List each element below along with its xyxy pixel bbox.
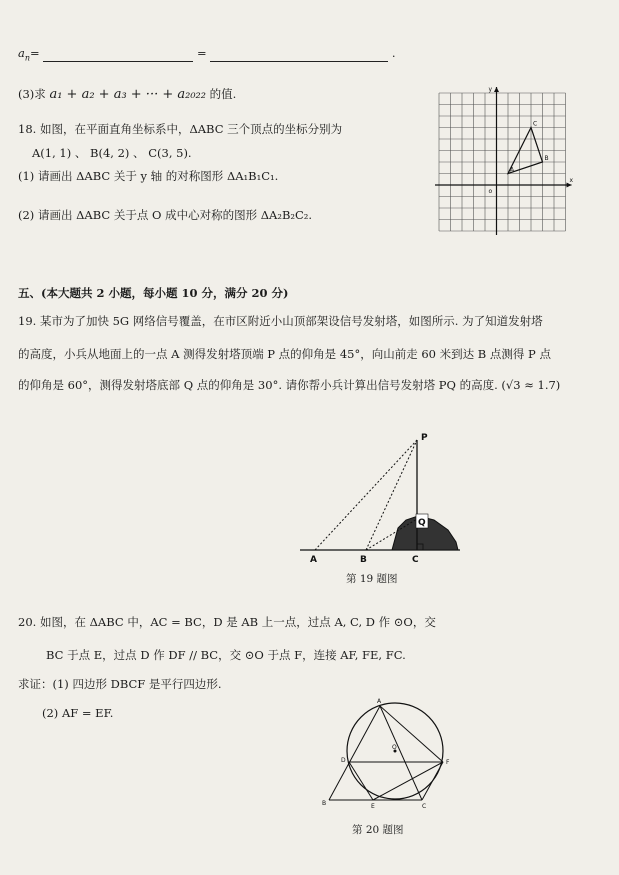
label-o: O: [392, 744, 397, 751]
vertex-label-b: B: [544, 155, 549, 162]
q17-part3: (3)求 a₁ + a₂ + a₃ + ··· + a₂₀₂₂ 的值.: [18, 87, 237, 102]
answer-blank-2[interactable]: [210, 49, 388, 62]
an-formula-line: $a_n=$ = .: [18, 46, 396, 63]
label-q: Q: [418, 518, 426, 528]
q19-line1: 19. 某市为了加快 5G 网络信号覆盖，在市区附近小山顶部架设信号发射塔，如图所示. 为了知道发射塔: [18, 314, 543, 328]
q19-line3: 的仰角是 60°，测得发射塔底部 Q 点的仰角是 30°. 请你帮小兵计算出信号发射塔 PQ 的高度. (√3 ≈ 1.7): [18, 378, 561, 392]
segment-de: [349, 762, 373, 800]
label-f: F: [446, 759, 450, 766]
vertex-label-a: A: [510, 166, 515, 174]
q19-line2: 的高度，小兵从地面上的一点 A 测得发射塔顶端 P 点的仰角是 45°，向山前走 60 米到达 B 点测得 P 点: [18, 347, 551, 361]
section-five-heading: 五、(本大题共 2 小题，每小题 10 分，满分 20 分): [18, 286, 289, 300]
label-b: B: [360, 555, 367, 565]
x-axis-label: x: [569, 177, 574, 184]
q20-line1: 20. 如图，在 ΔABC 中，AC = BC，D 是 AB 上一点，过点 A, C, D 作 ⊙O，交: [18, 615, 436, 629]
q18-coords: A(1, 1) 、 B(4, 2) 、 C(3, 5).: [32, 146, 192, 160]
label-c: C: [412, 555, 419, 565]
origin-label: o: [488, 188, 493, 195]
q18-part2: (2) 请画出 ΔABC 关于点 O 成中心对称的图形 ΔA₂B₂C₂.: [18, 208, 313, 222]
q20-figure: [318, 696, 468, 816]
label-b: B: [322, 800, 327, 807]
segment-ab: [329, 706, 380, 800]
q18-stem: 18. 如图，在平面直角坐标系中，ΔABC 三个顶点的坐标分别为: [18, 122, 343, 136]
label-a: A: [377, 698, 382, 705]
segment-af: [380, 706, 443, 762]
q20-prove: 求证：(1) 四边形 DBCF 是平行四边形.: [18, 677, 222, 691]
coordinate-grid-figure: [433, 87, 573, 242]
sqrt-approx-note: (√3 ≈ 1.7): [501, 378, 561, 392]
q20-part2: (2) AF = EF.: [42, 706, 114, 720]
q19-figure: [300, 428, 470, 568]
label-e: E: [371, 803, 375, 810]
q20-line2: BC 于点 E，过点 D 作 DF // BC，交 ⊙O 于点 F，连接 AF, FE, FC.: [46, 648, 406, 662]
label-d: D: [341, 757, 346, 764]
q20-caption: 第 20 题图: [352, 824, 404, 836]
q18-part1: (1) 请画出 ΔABC 关于 y 轴 的对称图形 ΔA₁B₁C₁.: [18, 169, 279, 183]
vertex-label-c: C: [533, 120, 538, 128]
q19-caption: 第 19 题图: [346, 573, 398, 585]
label-p: P: [421, 433, 428, 443]
y-axis-arrow: [494, 87, 499, 92]
label-a: A: [310, 555, 317, 565]
y-axis-label: y: [488, 86, 493, 93]
label-c: C: [422, 803, 427, 810]
segment-ac: [380, 706, 422, 800]
answer-blank-1[interactable]: [43, 49, 193, 62]
